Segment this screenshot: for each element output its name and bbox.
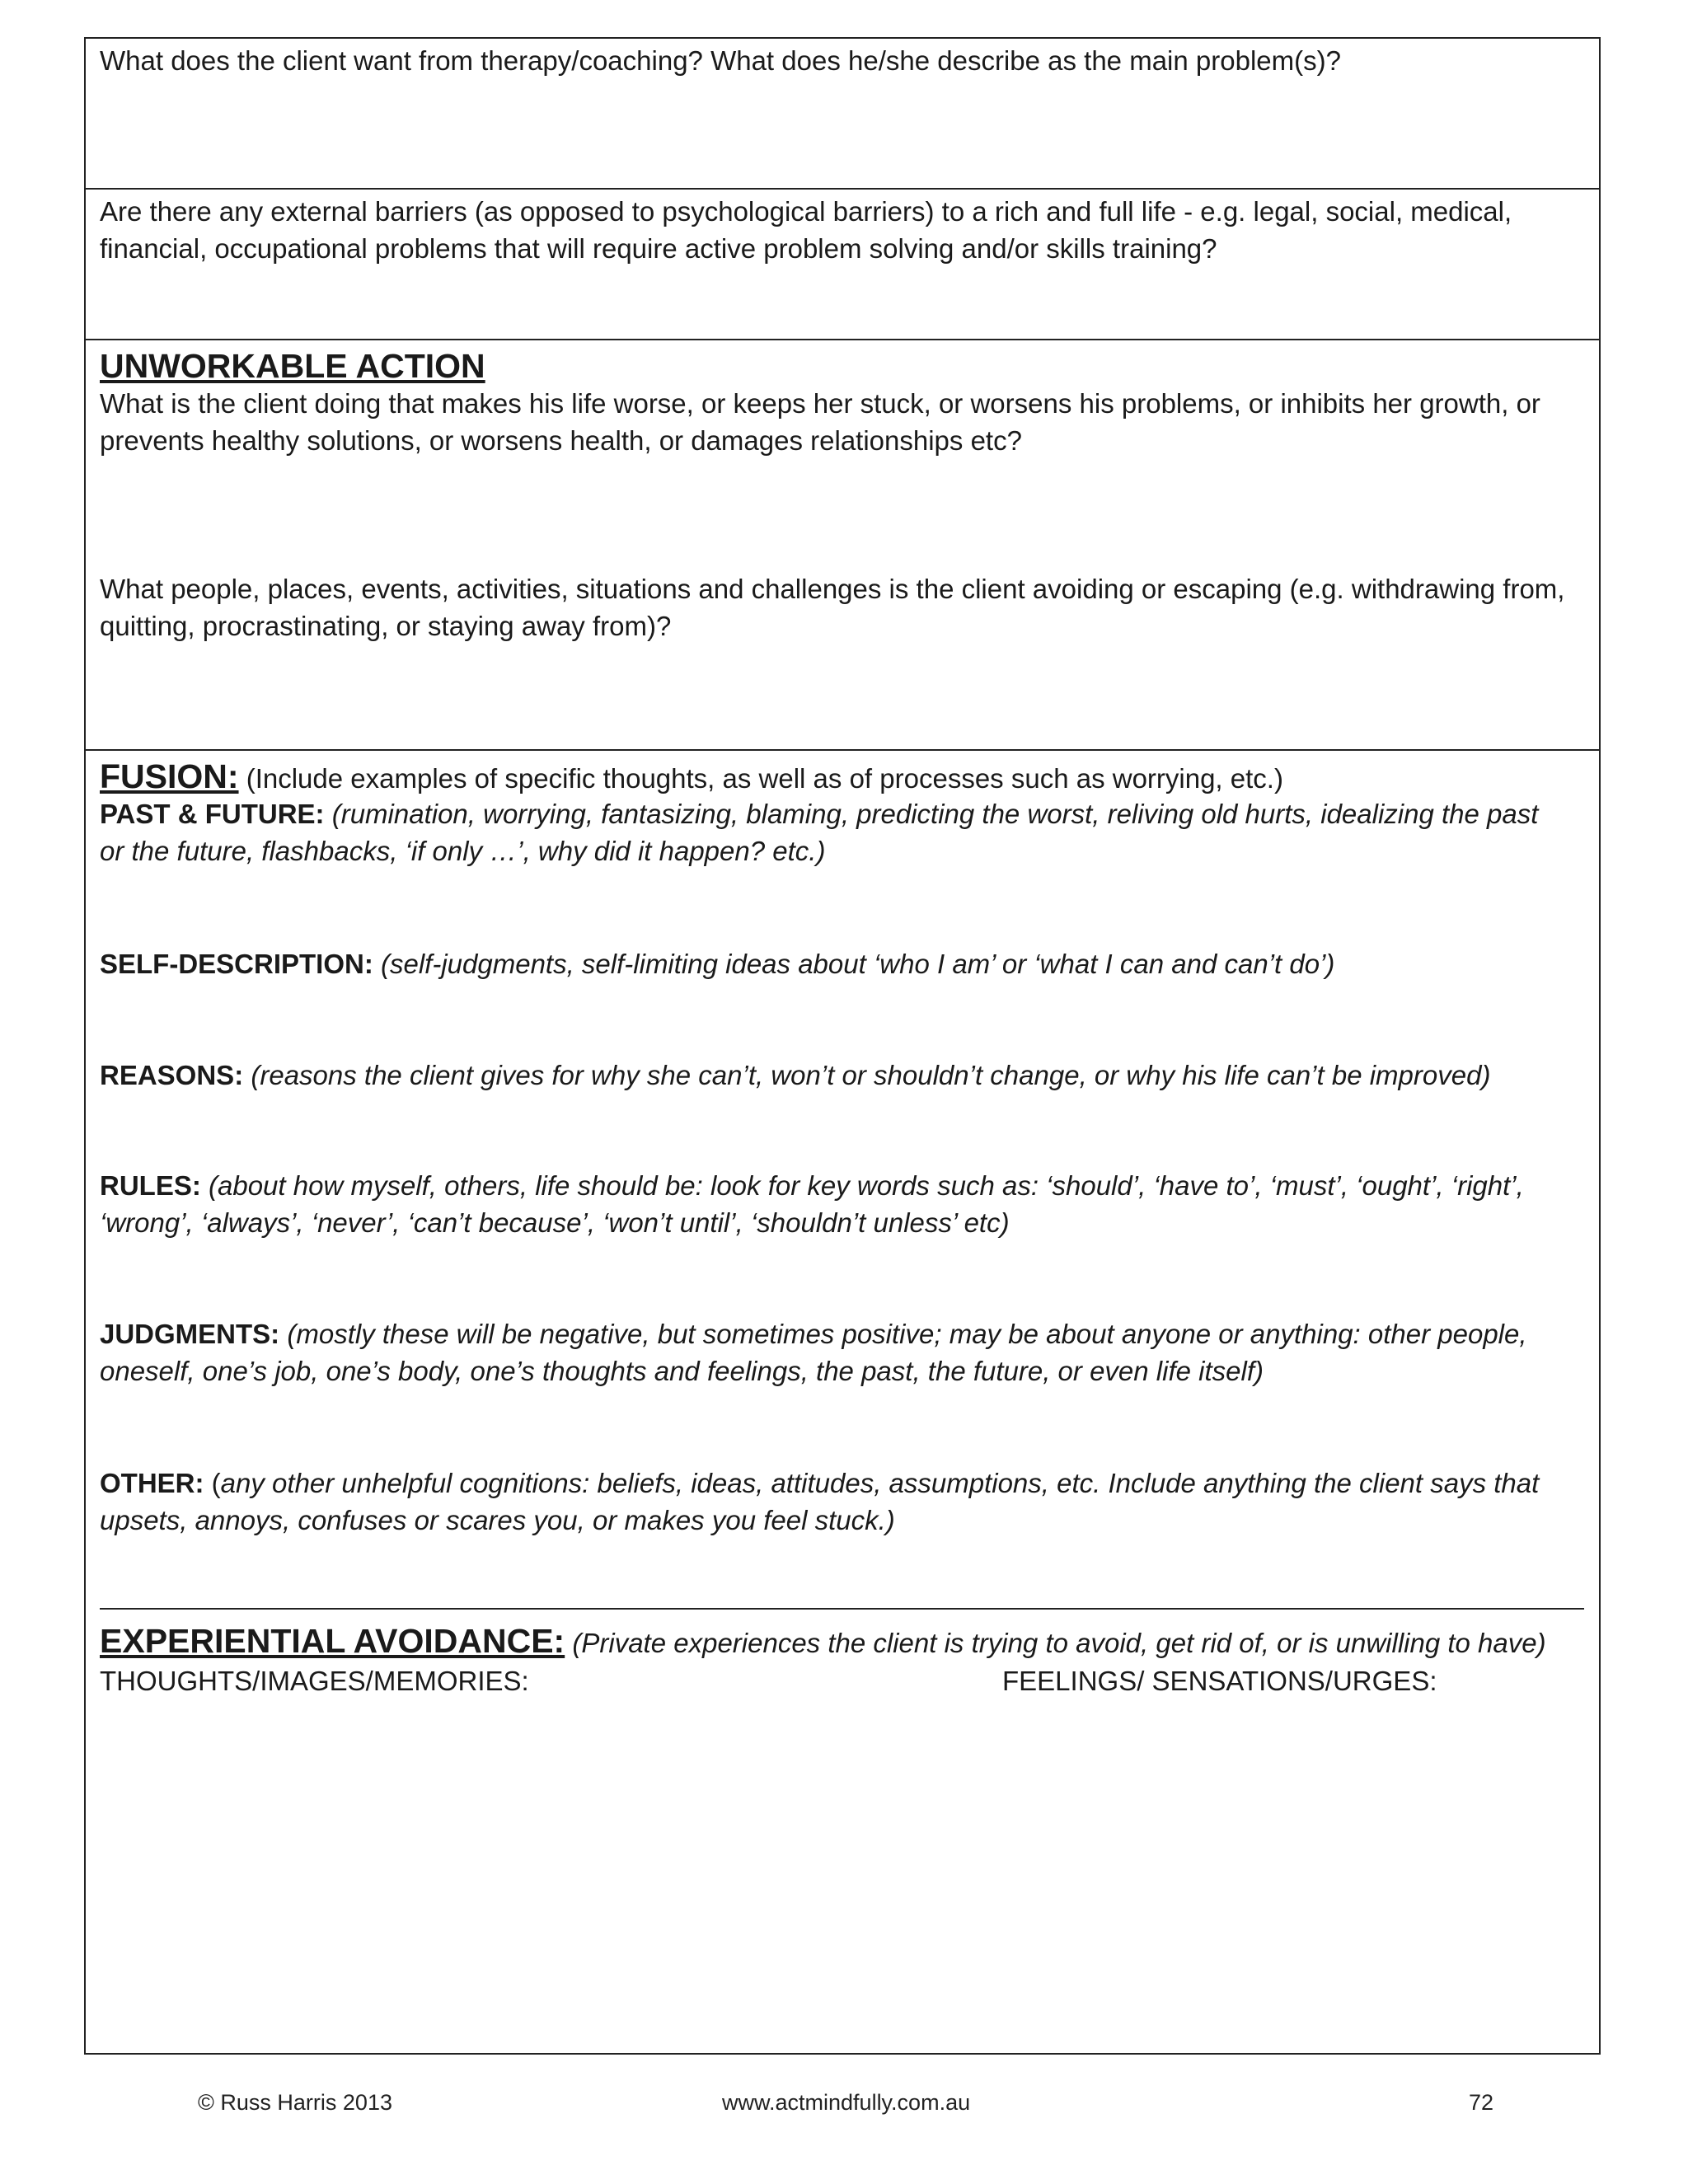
footer-copyright: © Russ Harris 2013: [198, 2090, 392, 2115]
fusion-label: OTHER:: [100, 1468, 204, 1498]
fusion-section: [86, 751, 1599, 2055]
fusion-intro: (Include examples of specific thoughts, as well as of processes such as worrying, etc.): [238, 763, 1283, 794]
avoidance-heading: [100, 1620, 1566, 1661]
unworkable-question-1: What is the client doing that makes his life worse, or keeps her stuck, or worsens his problems, or inhibits her growth, or prevents healthy solutions, or worsens health, or damages relationships etc?: [100, 388, 1540, 456]
fusion-description: (mostly these will be negative, but sometimes positive; may be about anyone or anything: other people, oneself, one’s job, one’s body, one’s thoughts and feelings, the past, the future, or even life itself): [100, 1319, 1527, 1386]
case-formulation-form: [84, 37, 1601, 2055]
fusion-prefix: (: [204, 1468, 221, 1498]
goals-section: [86, 39, 1599, 190]
fusion-item-other: [100, 1465, 1566, 1539]
fusion-item-self-description: [100, 945, 1566, 982]
fusion-description: any other unhelpful cognitions: beliefs, ideas, attitudes, assumptions, etc. Include anything the client says that upsets, annoys, confuses or scares you, or makes you feel stuck.): [100, 1468, 1540, 1535]
fusion-label: SELF-DESCRIPTION:: [100, 949, 373, 979]
footer-website[interactable]: www.actmindfully.com.au: [722, 2090, 971, 2115]
fusion-description: (rumination, worrying, fantasizing, blaming, predicting the worst, reliving old hurts, idealizing the past or the future, flashbacks, ‘if only …’, why did it happen? etc.): [100, 799, 1539, 866]
fusion-item-rules: [100, 1167, 1566, 1241]
goals-question: What does the client want from therapy/coaching? What does he/she describe as the main problem(s)?: [100, 45, 1341, 76]
fusion-label: REASONS:: [100, 1060, 244, 1090]
barriers-section: [86, 190, 1599, 340]
unworkable-heading: [100, 345, 1566, 387]
fusion-description: (about how myself, others, life should be: look for key words such as: ‘should’, ‘have to’, ‘must’, ‘ought’, ‘right’, ‘wrong’, ‘always’, ‘never’, ‘can’t because’, ‘won’t until’, ‘shouldn’t unless’ etc): [100, 1170, 1524, 1238]
thoughts-column-label: THOUGHTS/IMAGES/MEMORIES:: [100, 1666, 529, 1696]
fusion-label: PAST & FUTURE:: [100, 799, 325, 829]
feelings-column-label: FEELINGS/ SENSATIONS/URGES:: [1002, 1666, 1437, 1696]
fusion-label: JUDGMENTS:: [100, 1319, 280, 1349]
fusion-label: RULES:: [100, 1170, 201, 1201]
fusion-item-judgments: [100, 1315, 1566, 1390]
avoidance-intro: (Private experiences the client is trying to avoid, get rid of, or is unwilling to have): [565, 1628, 1546, 1658]
fusion-heading-text: FUSION:: [100, 757, 239, 795]
avoidance-heading-text: EXPERIENTIAL AVOIDANCE:: [100, 1622, 565, 1660]
divider-line: [100, 1608, 1584, 1610]
fusion-item-reasons: [100, 1057, 1566, 1094]
unworkable-heading-text: UNWORKABLE ACTION: [100, 347, 485, 385]
barriers-question: Are there any external barriers (as opposed to psychological barriers) to a rich and full life - e.g. legal, social, medical, financial, occupational problems that will require active problem solving and/or skills training?: [100, 196, 1512, 264]
fusion-description: (reasons the client gives for why she can’t, won’t or shouldn’t change, or why his life can’t be improved): [243, 1060, 1491, 1090]
fusion-item-past-future: [100, 795, 1566, 869]
unworkable-question-2: What people, places, events, activities, situations and challenges is the client avoiding or escaping (e.g. withdrawing from, quitting, procrastinating, or staying away from)?: [100, 574, 1565, 641]
fusion-heading: [100, 756, 1566, 797]
fusion-description: (self-judgments, self-limiting ideas about ‘who I am’ or ‘what I can and can’t do’): [373, 949, 1335, 979]
footer-page-number: 72: [1469, 2090, 1494, 2115]
unworkable-action-section: [86, 340, 1599, 751]
